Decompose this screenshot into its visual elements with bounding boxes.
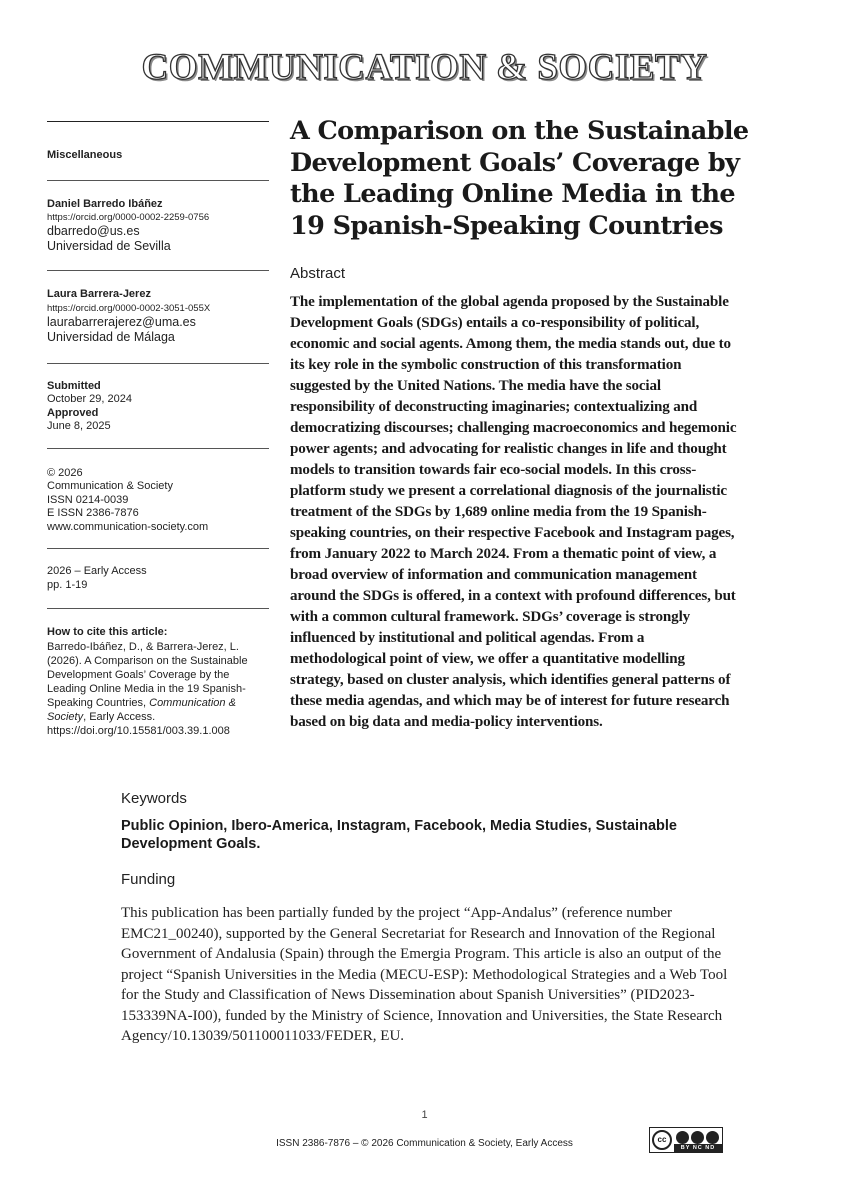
approved-label: Approved — [47, 406, 99, 419]
eissn: E ISSN 2386-7876 — [47, 507, 139, 519]
author-email-link[interactable]: laurabarrerajerez@uma.es — [47, 314, 196, 329]
copyright-block — [47, 449, 269, 549]
funding-heading: Funding — [121, 871, 176, 888]
author-block — [47, 288, 269, 345]
citation-main: Barredo-Ibáñez, D., & Barrera-Jerez, L. (2026). A Comparison on the Sustainable Development Goals’ Coverage by the Leading Online Media in the 19 Spanish-Speaking Countries, — [47, 640, 248, 709]
citation-block — [47, 609, 269, 738]
license-terms: BY NC ND — [674, 1144, 722, 1152]
keywords-text: Public Opinion, Ibero-America, Instagram, Facebook, Media Studies, Sustainable Development Goals. — [121, 818, 677, 852]
footer-line: ISSN 2386-7876 – © 2026 Communication & Society, Early Access — [276, 1138, 573, 1149]
creative-commons-icon: cc — [652, 1130, 672, 1150]
author-orcid-link[interactable]: https://orcid.org/0000-0002-2259-0756 — [47, 212, 210, 223]
issue-edition: 2026 – Early Access — [47, 565, 147, 577]
noderivatives-icon — [706, 1131, 719, 1144]
attribution-icon — [676, 1131, 689, 1144]
section-label: Miscellaneous — [47, 149, 123, 161]
author-affiliation: Universidad de Sevilla — [47, 239, 171, 253]
copyright-year: © 2026 — [47, 466, 83, 479]
citation-journal: Communication & Society — [47, 696, 236, 723]
citation-doi-link[interactable]: , Early Access. https://doi.org/10.15581/003.39.1.008 — [47, 710, 230, 737]
author-block — [47, 198, 269, 255]
page-number: 1 — [421, 1109, 428, 1121]
issue-pages: pp. 1-19 — [47, 578, 88, 591]
submitted-date: October 29, 2024 — [47, 393, 133, 405]
citation-text — [47, 640, 269, 738]
author-affiliation: Universidad de Málaga — [47, 329, 175, 344]
issue-block — [47, 549, 269, 608]
noncommercial-icon — [691, 1131, 704, 1144]
author-name: Daniel Barredo Ibáñez — [47, 197, 163, 210]
abstract-heading: Abstract — [290, 265, 346, 282]
article-title: A Comparison on the Sustainable Development Goals’ Coverage by the Leading Online Media in the 19 Spanish-Speaking Countries — [290, 116, 749, 241]
cc-license-badge[interactable] — [649, 1127, 723, 1153]
journal-masthead: COMMUNICATION & SOCIETY — [141, 47, 708, 88]
citation-label: How to cite this article: — [47, 626, 168, 638]
publisher-name: Communication & Society — [47, 480, 173, 492]
article-sidebar — [47, 121, 269, 738]
funding-text: This publication has been partially funded by the project “App-Andalus” (reference number EMC21_00240), supported by the General Secretariat for Research and Innovation of the Regional Government of Andalusia (Spain) through the Emergia Program. This article is also an output of the project “Spanish Universities in the Media (MECU-ESP): Methodological Strategies and a Web Tool for the Study and Classification of News Dissemination about Spanish Universities” (PID2023-153339NA-I00), funded by the Ministry of Science, Innovation and Universities, the State Research Agency/10.13039/501100011033/FEDER, EU. — [121, 905, 728, 1044]
issn: ISSN 0214-0039 — [47, 493, 129, 506]
dates-block — [47, 364, 269, 448]
author-email-link[interactable]: dbarredo@us.es — [47, 224, 140, 238]
author-orcid-link[interactable]: https://orcid.org/0000-0002-3051-055X — [47, 302, 211, 314]
approved-date: June 8, 2025 — [47, 420, 111, 432]
abstract-text: The implementation of the global agenda proposed by the Sustainable Development Goals (SDGs) entails a co-responsibility of political, economic and social agents. Among them, the media stands out, due to its key role in the symbolic construction of this transformation suggested by the United Nations. The media have the social responsibility of deconstructing imaginaries; contextualizing and democratizing discourses; challenging macroeconomics and hegemonic power agents; and advocating for realistic changes in life and thought models to transition towards fair eco-social models. In this cross-platform study we present a correlational diagnosis of the journalistic treatment of the SDGs by 1,689 online media from the 19 Spanish-speaking countries, on their respective Facebook and Instagram pages, from January 2022 to March 2024. From a thematic point of view, a broad overview of information and communication management around the SDGs is offered, in a context with profound differences, but with a common cultural framework. SDGs’ coverage is strongly influenced by institutional and political agendas. From a methodological point of view, we offer a quantitative modelling strategy, based on cluster analysis, which identifies general patterns of these media agendas, and which may be of interest for future research based on big data and media-policy interventions. — [290, 294, 737, 730]
journal-website-link[interactable]: www.communication-society.com — [47, 520, 209, 533]
keywords-heading: Keywords — [121, 790, 187, 807]
submitted-label: Submitted — [47, 379, 101, 392]
author-name: Laura Barrera-Jerez — [47, 288, 151, 300]
sidebar-rule — [47, 180, 269, 181]
sidebar-rule — [47, 270, 269, 271]
sidebar-rule — [47, 121, 269, 122]
